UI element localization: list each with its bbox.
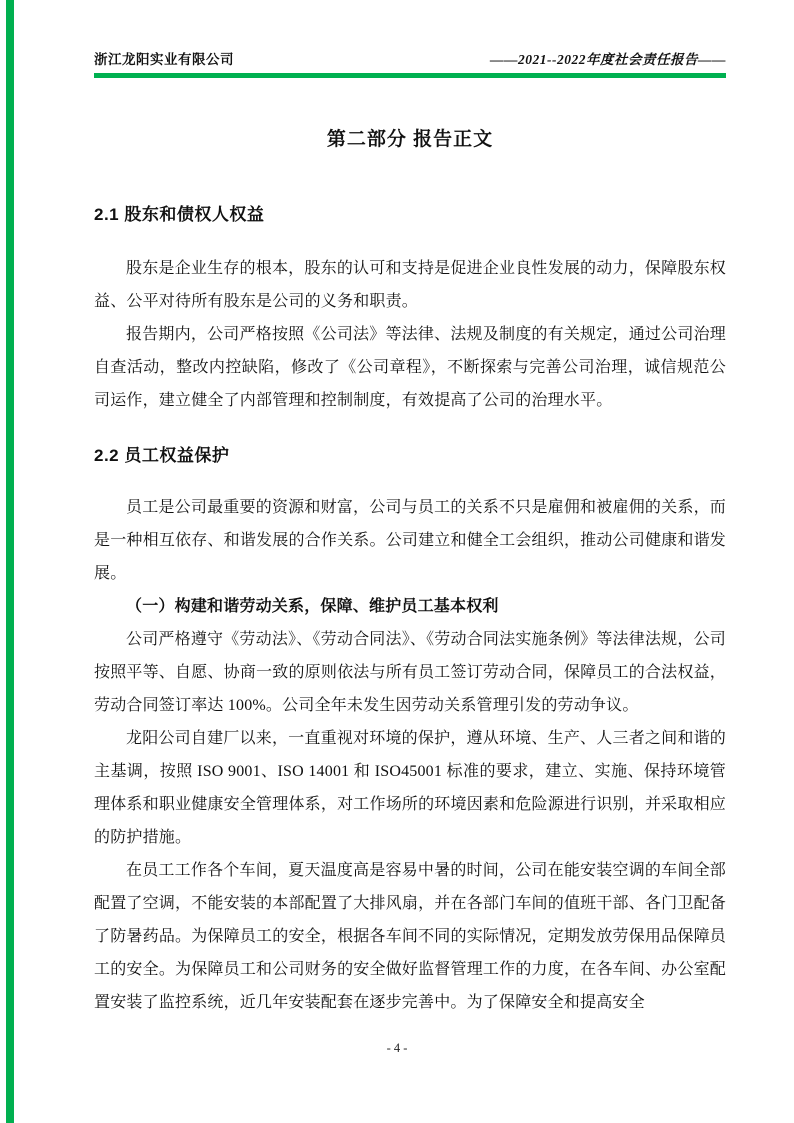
document-title: 第二部分 报告正文 [326, 129, 494, 150]
paragraph: 股东是企业生存的根本，股东的认可和支持是促进企业良性发展的动力，保障股东权益、公平对待所有股东是公司的义务和职责。 [94, 260, 726, 310]
page-footer [0, 1041, 794, 1056]
company-name: 浙江龙阳实业有限公司 [94, 52, 234, 67]
paragraph: 员工是公司最重要的资源和财富，公司与员工的关系不只是雇佣和被雇佣的关系，而是一种相互依存、和谐发展的合作关系。公司建立和健全工会组织，推动公司健康和谐发展。 [94, 499, 726, 582]
section-heading-employee-rights: 2.2 员工权益保护 [94, 446, 230, 465]
page-header [94, 48, 726, 78]
report-edition-label: ——2021--2022年度社会责任报告—— [490, 52, 726, 67]
page-number: - 4 - [386, 1041, 408, 1055]
paragraph: 公司严格遵守《劳动法》、《劳动合同法》、《劳动合同法实施条例》等法律法规，公司按照平等、自愿、协商一致的原则依法与所有员工签订劳动合同，保障员工的合法权益，劳动合同签订率达 100%。公司全年未发生因劳动关系管理引发的劳动争议。 [94, 631, 726, 714]
subsection-heading-labor-relations: （一）构建和谐劳动关系，保障、维护员工基本权利 [126, 598, 499, 615]
section-body-employee-rights [94, 491, 726, 1019]
section-heading-shareholders: 2.1 股东和债权人权益 [94, 205, 265, 224]
paragraph: 报告期内，公司严格按照《公司法》等法律、法规及制度的有关规定，通过公司治理自查活动，整改内控缺陷，修改了《公司章程》，不断探索与完善公司治理，诚信规范公司运作，建立健全了内部管理和控制制度，有效提高了公司的治理水平。 [94, 326, 726, 409]
paragraph: 龙阳公司自建厂以来，一直重视对环境的保护，遵从环境、生产、人三者之间和谐的主基调，按照 ISO 9001、ISO 14001 和 ISO45001 标准的要求，建立、实施、保持环境管理体系和职业健康安全管理体系，对工作场所的环境因素和危险源进行识别，并采取相应的防护措施。 [94, 730, 726, 846]
section-body-shareholders [94, 252, 726, 417]
paragraph: 在员工工作各个车间，夏天温度高是容易中暑的时间，公司在能安装空调的车间全部配置了空调，不能安装的本部配置了大排风扇，并在各部门车间的值班干部、各门卫配备了防暑药品。为保障员工的安全，根据各车间不同的实际情况，定期发放劳保用品保障员工的安全。为保障员工和公司财务的安全做好监督管理工作的力度，在各车间、办公室配置安装了监控系统，近几年安装配套在逐步完善中。为了保障安全和提高安全 [94, 862, 726, 1011]
